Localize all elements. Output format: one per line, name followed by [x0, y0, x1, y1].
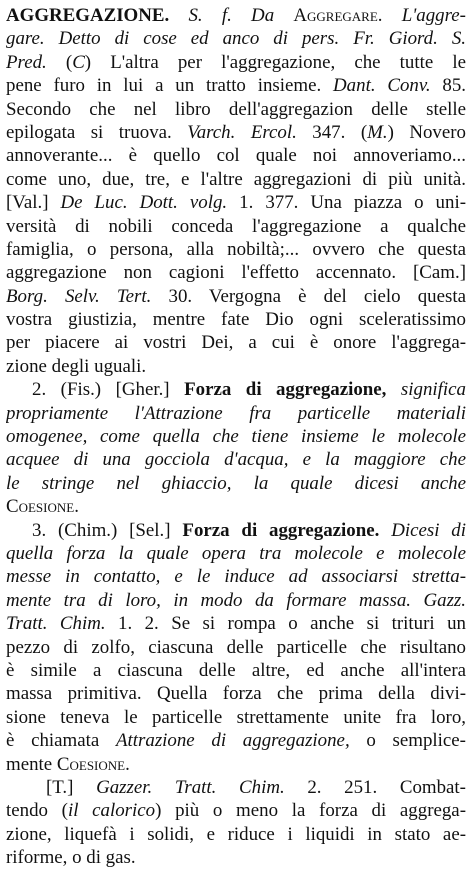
text-segment: ( — [46, 51, 73, 73]
italic-text: Gazzer. Tratt. Chim. — [96, 776, 285, 798]
text-line — [6, 51, 466, 74]
italic-text: De Luc. Dott. volg. — [60, 192, 228, 214]
text-line — [6, 308, 466, 331]
text-segment: 1. 377. Una piazza o uni- — [227, 192, 466, 214]
text-line — [6, 285, 466, 308]
headword: AGGREGAZIONE. — [6, 5, 170, 26]
headword: Forza di aggregazione. — [182, 519, 380, 541]
text-line — [6, 659, 466, 682]
text-line — [6, 495, 466, 518]
small-caps-text: Coesione. — [56, 753, 130, 775]
italic-text: Tratt. Chim. — [6, 613, 106, 635]
text-line — [6, 98, 466, 121]
text-line — [6, 121, 466, 144]
text-segment: mente — [6, 753, 57, 775]
text-segment: 2. 251. Combat- — [284, 776, 466, 798]
text-line — [6, 636, 466, 659]
italic-text: Borg. Selv. Tert. — [6, 285, 152, 307]
dictionary-entry — [6, 4, 466, 869]
text-segment: [T.] — [46, 776, 97, 798]
text-segment: è chiamata — [6, 730, 116, 752]
text-segment: è simile a ciascuna delle altre, ed anche all'intera — [6, 659, 466, 681]
text-segment: 85. — [430, 75, 466, 97]
text-segment: massa primitiva. Quella forza che prima della divi- — [6, 683, 466, 705]
text-segment: sione teneva le particelle strettamente unite fra loro, — [6, 706, 466, 728]
text-segment: 347. ( — [296, 121, 368, 143]
italic-text: M. — [367, 121, 388, 143]
italic-text: mente tra di loro, in modo da formare massa. Gazz. — [6, 589, 466, 611]
italic-text: significa — [400, 379, 466, 401]
text-line — [6, 355, 466, 378]
text-line — [6, 261, 466, 284]
text-line — [6, 4, 466, 27]
text-line — [6, 378, 466, 401]
text-segment: zione, liquefà i solidi, e riduce i liquidi in stato ae- — [6, 823, 466, 845]
italic-text: acquee di una gocciola d'acqua, e la maggiore che — [6, 449, 466, 471]
text-segment — [169, 5, 188, 26]
small-caps-text: Aggregare — [293, 5, 378, 26]
italic-text: Dant. Conv. — [333, 75, 431, 97]
italic-text: S. f. Da — [188, 5, 275, 26]
italic-text: Pred. — [6, 51, 47, 73]
small-caps-text: Coesione. — [6, 496, 79, 518]
text-line — [6, 519, 466, 542]
text-segment: epilogata si truova. — [6, 121, 188, 143]
text-line — [6, 27, 466, 50]
text-line — [6, 448, 466, 471]
text-line — [6, 542, 466, 565]
text-segment — [386, 379, 401, 400]
text-segment — [379, 520, 391, 541]
text-segment: 3. (Chim.) [Sel.] — [32, 519, 183, 541]
text-segment: aggregazione non cagioni l'effetto accennato. [Cam.] — [6, 262, 466, 284]
text-segment: 2. (Fis.) [Gher.] — [32, 379, 185, 401]
italic-text: quella forza la quale opera tra molecole e molecole — [6, 542, 466, 564]
text-line — [6, 729, 466, 752]
italic-text: C — [72, 51, 85, 73]
text-segment: riforme, o di gas. — [6, 847, 136, 869]
text-segment: . — [377, 5, 402, 26]
text-line — [6, 425, 466, 448]
headword: Forza di aggregazione, — [184, 379, 387, 401]
italic-text: Dicesi di — [391, 519, 466, 541]
text-line — [6, 191, 466, 214]
text-segment: 1. 2. Se si rompa o anche si trituri un — [105, 613, 466, 635]
text-segment: 30. Vergogna è del cielo questa — [151, 285, 466, 307]
text-segment — [274, 5, 293, 26]
text-line — [6, 799, 466, 822]
text-segment: ) L'altra per l'aggregazione, che tutte le — [84, 51, 466, 73]
text-segment: ) più o meno la forza di aggrega- — [155, 800, 466, 822]
text-segment: o semplice- — [349, 730, 466, 752]
text-segment: annoverante... è quello col quale noi annoveriamo... — [6, 145, 466, 167]
text-segment: zione degli uguali. — [6, 355, 147, 377]
text-line — [6, 682, 466, 705]
italic-text: messe in contatto, e le induce ad associarsi stretta- — [6, 566, 466, 588]
text-segment: famiglia, o persona, alla nobiltà;... ovvero che questa — [6, 238, 466, 260]
text-segment: pene furo in lui a un tratto insieme. — [6, 75, 334, 97]
text-line — [6, 168, 466, 191]
text-segment: [Val.] — [6, 192, 61, 214]
text-segment: per piacere ai vostri Dei, a cui è onore l'aggrega- — [6, 332, 466, 354]
text-segment: Secondo che nel libro dell'aggregazion delle stelle — [6, 98, 466, 120]
text-line — [6, 753, 466, 776]
italic-text: gare. Detto di cose ed anco di pers. Fr. Giord. S. — [6, 28, 466, 50]
text-segment: come uno, due, tre, e l'altre aggregazioni di più unità. — [6, 168, 466, 190]
text-line — [6, 215, 466, 238]
italic-text: le stringe nel ghiaccio, la quale dicesi anche — [6, 472, 466, 494]
text-line — [6, 706, 466, 729]
italic-text: Attrazione di aggregazione, — [115, 730, 350, 752]
italic-text: L'aggre- — [401, 5, 466, 26]
text-line — [6, 846, 466, 869]
text-line — [6, 472, 466, 495]
text-line — [6, 331, 466, 354]
text-line — [6, 144, 466, 167]
text-segment: versità di nobili conceda l'aggregazione a qualche — [6, 215, 466, 237]
italic-text: propriamente l'Attrazione fra particelle materiali — [6, 402, 466, 424]
text-line — [6, 402, 466, 425]
text-line — [6, 589, 466, 612]
text-segment: pezzo di zolfo, ciascuna delle particelle che risultano — [6, 636, 466, 658]
text-line — [6, 74, 466, 97]
italic-text: Varch. Ercol. — [187, 121, 297, 143]
text-segment: ) Novero — [387, 121, 466, 143]
text-segment: vostra giustizia, mentre fate Dio ogni sceleratissimo — [6, 309, 466, 331]
text-line — [6, 565, 466, 588]
italic-text: omogenee, come quella che tiene insieme le molecole — [6, 426, 466, 448]
text-segment: tendo ( — [6, 800, 68, 822]
italic-text: il calorico — [67, 800, 156, 822]
text-line — [6, 823, 466, 846]
text-line — [6, 612, 466, 635]
text-line — [6, 238, 466, 261]
